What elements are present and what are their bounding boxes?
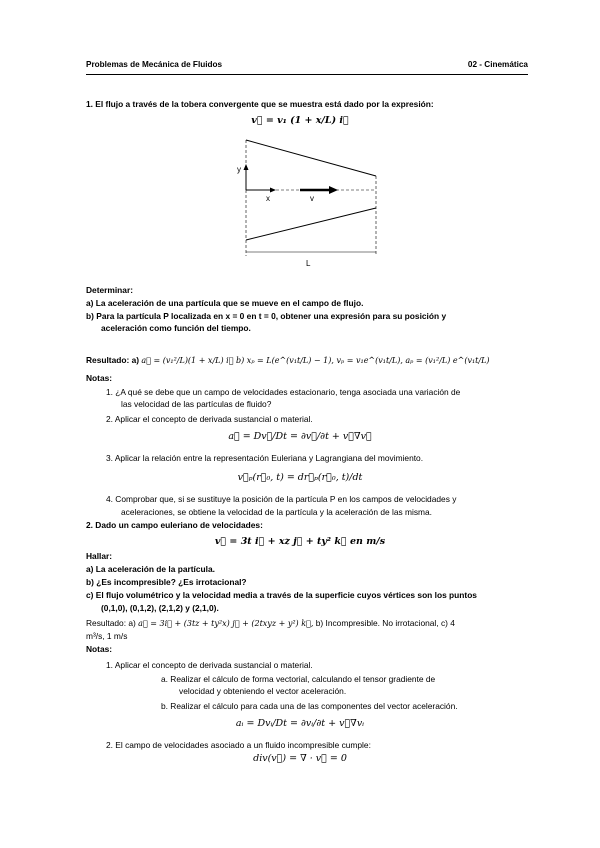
problem-1-item-a: a) La aceleración de una partícula que se mueve en el campo de flujo. xyxy=(86,298,364,308)
p2-note-2: 2. El campo de velocidades asociado a un fluido incompresible cumple: xyxy=(106,740,371,750)
problem-2-item-c: c) El flujo volumétrico y la velocidad media a través de la superficie cuyos vértices son los puntos xyxy=(86,590,477,600)
problem-2-result xyxy=(86,618,455,629)
page-header xyxy=(86,58,528,75)
material-derivative-equation: a⃗ = Dv⃗/Dt = ∂v⃗/∂t + v⃗∇v⃗ xyxy=(228,431,372,442)
y-axis-arrowhead xyxy=(244,164,249,170)
x-axis-label: x xyxy=(266,194,270,203)
result-2-equation: a⃗ = 3i⃗ + (3tz + ty²x) j⃗ + (2txyz + y²) k⃗, xyxy=(138,619,314,628)
y-axis-label: y xyxy=(237,165,241,174)
note-1-line-2: las velocidad de las partículas de fluido? xyxy=(121,399,272,409)
note-3: 3. Aplicar la relación entre la representación Euleriana y Lagrangiana del movimiento. xyxy=(106,453,424,463)
nozzle-figure xyxy=(230,138,390,270)
problem-2-title: 2. Dado un campo euleriano de velocidades: xyxy=(86,520,263,530)
component-acceleration-equation: aᵢ = Dvᵢ/Dt = ∂vᵢ/∂t + v⃗∇vᵢ xyxy=(235,718,365,729)
result-equation: a⃗ = (v₁²/L)(1 + x/L) i⃗ b) xₚ = L(e^(v₁t/L) − 1), vₚ = v₁e^(v₁t/L), aₚ = (v₁²/L) e^(v₁t/L) xyxy=(141,356,490,365)
problem-1-title: 1. El flujo a través de la tobera convergente que se muestra está dado por la expresión: xyxy=(86,99,434,109)
result-2-rest-line-2: m³/s, 1 m/s xyxy=(86,631,128,641)
header-chapter: 02 - Cinemática xyxy=(467,60,528,69)
problem-2-item-b: b) ¿Es incompresible? ¿Es irrotacional? xyxy=(86,577,247,587)
note-4-line-2: aceleraciones, se obtiene la velocidad de la partícula y la aceleración de las misma. xyxy=(121,507,432,517)
note-1-line-1: 1. ¿A qué se debe que un campo de velocidades estacionario, tenga asociada una variación de xyxy=(106,387,461,397)
problem-1-equation: v⃗ = v₁ (1 + x/L) i⃗ xyxy=(251,115,349,126)
determinar-label: Determinar: xyxy=(86,285,134,295)
nozzle-lower-wall xyxy=(246,208,376,240)
result-2-label: Resultado: a) xyxy=(86,618,136,628)
nozzle-upper-wall xyxy=(246,140,376,176)
velocity-arrowhead xyxy=(329,186,338,194)
hallar-label: Hallar: xyxy=(86,551,113,561)
divergence-equation: div(v⃗) = ∇ · v⃗ = 0 xyxy=(253,753,347,764)
problem-1-notes-label: Notas: xyxy=(86,373,113,383)
p2-note-1: 1. Aplicar el concepto de derivada sustancial o material. xyxy=(106,660,313,670)
p2-note-1b: b. Realizar el cálculo para cada una de las componentes del vector aceleración. xyxy=(161,701,458,711)
result-2-rest: b) Incompresible. No irrotacional, c) 4 xyxy=(315,618,455,628)
problem-2-item-c-points: (0,1,0), (0,1,2), (2,1,2) y (2,1,0). xyxy=(101,603,219,613)
p2-note-1a-line-1: a. Realizar el cálculo de forma vectorial, calculando el tensor gradiente de xyxy=(161,674,436,684)
length-label: L xyxy=(306,259,311,268)
x-axis-arrowhead xyxy=(270,188,276,193)
problem-2-item-a: a) La aceleración de la partícula. xyxy=(86,564,215,574)
problem-2-notes-label: Notas: xyxy=(86,644,113,654)
velocity-label: v xyxy=(310,194,314,203)
note-2: 2. Aplicar el concepto de derivada sustancial o material. xyxy=(106,414,313,424)
header-course-title: Problemas de Mecánica de Fluidos xyxy=(86,60,223,69)
problem-2-equation: v⃗ = 3t i⃗ + xz j⃗ + ty² k⃗ en m/s xyxy=(214,536,386,547)
result-label: Resultado: a) xyxy=(86,355,140,365)
p2-note-1a-line-2: velocidad y obteniendo el vector aceleración. xyxy=(179,686,347,696)
problem-1-result xyxy=(86,355,490,366)
note-4-line-1: 4. Comprobar que, si se sustituye la posición de la partícula P en los campos de velocidades y xyxy=(106,494,457,504)
lagrangian-velocity-equation: v⃗ₚ(r⃗₀, t) = dr⃗ₚ(r⃗₀, t)/dt xyxy=(237,472,363,483)
problem-1-item-b-cont: aceleración como función del tiempo. xyxy=(101,323,251,333)
problem-1-item-b: b) Para la partícula P localizada en x = 0 en t = 0, obtener una expresión para su posición y xyxy=(86,311,447,321)
